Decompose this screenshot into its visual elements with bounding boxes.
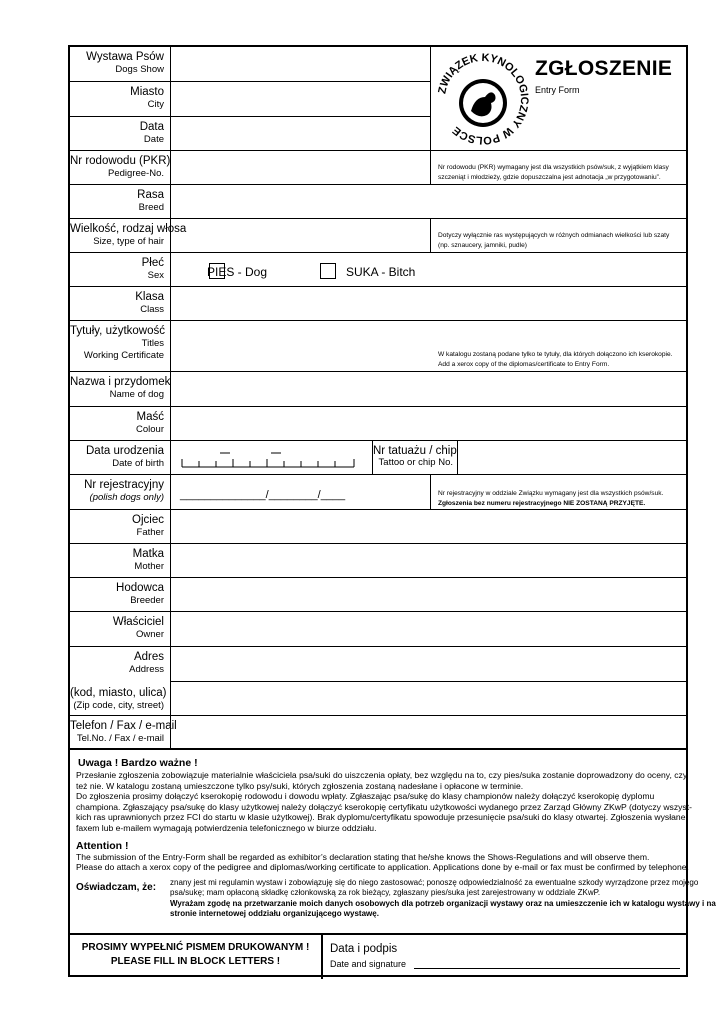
declaration-line-2: psa/sukę; mam opłaconą składkę członkowską za rok bieżący, zgłaszany pies/suka jest zarejestrowany w oddziale ZKwP. [170, 888, 601, 898]
label-breed-en: Breed [138, 202, 164, 213]
registration-pattern: ______________/________/____ [180, 489, 346, 501]
label-pedigree-en: Pedigree-No. [108, 168, 164, 179]
row-colour[interactable] [70, 407, 686, 441]
label-class: Klasa [135, 291, 164, 303]
label-colour-en: Colour [136, 424, 164, 435]
label-chip-en: Tattoo or chip No. [378, 457, 453, 468]
label-phone-en: Tel.No. / Fax / e-mail [76, 733, 164, 744]
label-signature: Data i podpis [330, 943, 398, 955]
row-show[interactable] [70, 47, 430, 82]
label-date: Data [139, 121, 164, 133]
label-bitch: SUKA - Bitch [346, 265, 416, 279]
fill-instruction-pl: PROSIMY WYPEŁNIĆ PISMEM DRUKOWANYM ! [81, 942, 310, 953]
notice-heading-pl: Uwaga ! Bardzo ważne ! [78, 757, 198, 769]
label-show: Wystawa Psów [86, 51, 164, 63]
notice-heading-en: Attention ! [76, 839, 129, 852]
label-chip: Nr tatuażu / chip [373, 445, 457, 457]
row-mother[interactable] [70, 544, 686, 578]
label-breeder-en: Breeder [130, 595, 164, 606]
row-father[interactable] [70, 510, 686, 544]
row-phone[interactable] [70, 716, 686, 750]
label-titles-en2: Working Certificate [83, 350, 164, 361]
label-registration: Nr rejestracyjny [84, 479, 164, 491]
label-father-en: Father [136, 527, 164, 538]
label-city-en: City [147, 99, 164, 110]
label-size-en: Size, type of hair [93, 236, 164, 247]
label-address-format-en: (Zip code, city, street) [73, 700, 164, 711]
pedigree-note: Nr rodowodu (PKR) wymagany jest dla wszystkich psów/suk, z wyjątkiem klasy szczeniąt i młodzieży, gdzie dopuszczalna jest adnotacja „w przygotowaniu”. [438, 164, 669, 181]
checkbox-bitch[interactable] [320, 263, 336, 279]
chip-input[interactable] [458, 441, 686, 474]
label-breeder: Hodowca [116, 582, 164, 594]
row-class[interactable] [70, 287, 686, 321]
form-title: ZGŁOSZENIE [535, 57, 673, 80]
label-name-en: Name of dog [109, 389, 164, 400]
label-phone: Telefon / Fax / e-mail [70, 720, 177, 732]
row-titles[interactable] [70, 321, 686, 372]
association-logo [435, 51, 531, 147]
row-birth [70, 441, 686, 475]
row-name[interactable] [70, 372, 686, 407]
label-name: Nazwa i przydomek [70, 376, 171, 388]
label-birth-en: Date of birth [112, 458, 164, 469]
label-dog: PIES - Dog [207, 265, 268, 279]
label-address-format: (kod, miasto, ulica) [70, 687, 167, 699]
label-titles: Tytuły, użytkowość [70, 325, 166, 337]
label-class-en: Class [140, 304, 164, 315]
declaration [76, 877, 716, 924]
row-breeder[interactable] [70, 578, 686, 612]
label-mother: Matka [132, 548, 164, 560]
label-sex: Płeć [141, 257, 164, 269]
label-owner-en: Owner [136, 629, 164, 640]
label-breed: Rasa [137, 189, 164, 201]
label-registration-en: (polish dogs only) [89, 492, 164, 503]
label-mother-en: Mother [134, 561, 164, 572]
label-sex-en: Sex [147, 270, 164, 281]
label-titles-en1: Titles [141, 338, 164, 349]
row-breed[interactable] [70, 185, 686, 219]
label-address-en: Address [129, 664, 164, 675]
notice-text-en: The submission of the Entry-Form shall be regarded as exhibitor’s declaration stating that he/she knows the Shows-Regulations and will observe them. Please do attach a xerox copy of the pedigree and diplomas/working certificate to application. Applications done by e-mail or fax must be confirmed by telephone. [76, 851, 689, 873]
form-subtitle: Entry Form [535, 85, 580, 95]
declaration-label: Oświadczam, że: [76, 881, 157, 893]
consent-line-1: Wyrażam zgodę na przetwarzanie moich danych osobowych dla potrzeb organizacji wystawy oraz na umieszczenie ich w katalogu wystawy i na [170, 898, 716, 908]
row-registration[interactable] [70, 475, 686, 510]
titles-note: W katalogu zostaną podane tylko te tytuły, dla których dołączono ich kserokopie. Add a xerox copy of the diplomas/certificate to Entry Form. [438, 351, 673, 368]
signature-line[interactable] [414, 967, 680, 969]
entry-form [68, 45, 716, 977]
row-size[interactable] [70, 219, 686, 253]
declaration-line-1: znany jest mi regulamin wystaw i zobowiązuję się do niego zastosować; ponoszę odpowiedzialność za ewentualne szkody wyrządzone przez mojego [170, 877, 699, 887]
label-size: Wielkość, rodzaj włosa [70, 223, 187, 235]
row-address[interactable] [70, 647, 686, 716]
birth-date-boxes[interactable] [178, 447, 358, 471]
row-city[interactable] [70, 82, 430, 117]
label-owner: Właściciel [112, 616, 164, 628]
label-birth: Data urodzenia [86, 445, 164, 457]
notice-text-pl: Przesłanie zgłoszenia zobowiązuje materialnie właściciela psa/suki do uiszczenia opłaty, bez względu na to, czy pies/suka zostanie doprowadzony do oceny, czy też nie. W katalogu zostaną umieszczone tylko psy/suki, których zgłoszenia zostaną nadesłane i opłacone w terminie. Do zgłoszenia prosimy dołączyć kserokopię rodowodu i dowodu wpłaty. Zgłaszając psa/sukę do klasy championów należy dołączyć kserokopię dyplomu championa. Zgłaszający psa/sukę do klasy użytkowej należy dołączyć kserokopię certyfikatu użytkowości wydanego przez Zarząd Główny ZKwP (dotyczy wszyst- kich ras uprawnionych przez FCI do startu w klasie użytkowej). Brak dyplomu/certyfikatu spowoduje przesunięcie psa/suki do klasy otwartej. Zgłoszenia wysłane faxem lub e-mailem wymagają potwierdzenia telefonicznego w biurze oddziału. [76, 770, 692, 833]
registration-note: Nr rejestracyjny w oddziale Związku wymagany jest dla wszystkich psów/suk. Zgłoszenia bez numeru rejestracyjnego NIE ZOSTANĄ PRZYJĘTE. [438, 490, 664, 507]
fill-instruction-en: PLEASE FILL IN BLOCK LETTERS ! [110, 956, 281, 967]
logo-lettering: ZWIĄZEK KYNOLOGICZNY W POLSCE [436, 51, 531, 147]
header-box [430, 47, 686, 151]
size-note: Dotyczy wyłącznie ras występujących w różnych odmianach wielkości lub szaty (np. sznaucery, jamniki, pudle) [438, 232, 670, 249]
label-father: Ojciec [132, 514, 164, 526]
row-owner[interactable] [70, 612, 686, 647]
label-address: Adres [133, 651, 164, 663]
row-sex [70, 253, 686, 287]
label-city: Miasto [130, 86, 164, 98]
label-signature-en: Date and signature [330, 959, 407, 969]
label-show-en: Dogs Show [115, 64, 164, 75]
row-pedigree[interactable] [70, 151, 686, 185]
label-date-en: Date [143, 134, 164, 145]
consent-line-2: stronie internetowej oddziału organizującego wystawę. [170, 909, 379, 919]
label-colour: Maść [136, 411, 164, 423]
notice-section [76, 757, 716, 924]
label-pedigree: Nr rodowodu (PKR) [70, 155, 171, 167]
footer [70, 933, 686, 979]
